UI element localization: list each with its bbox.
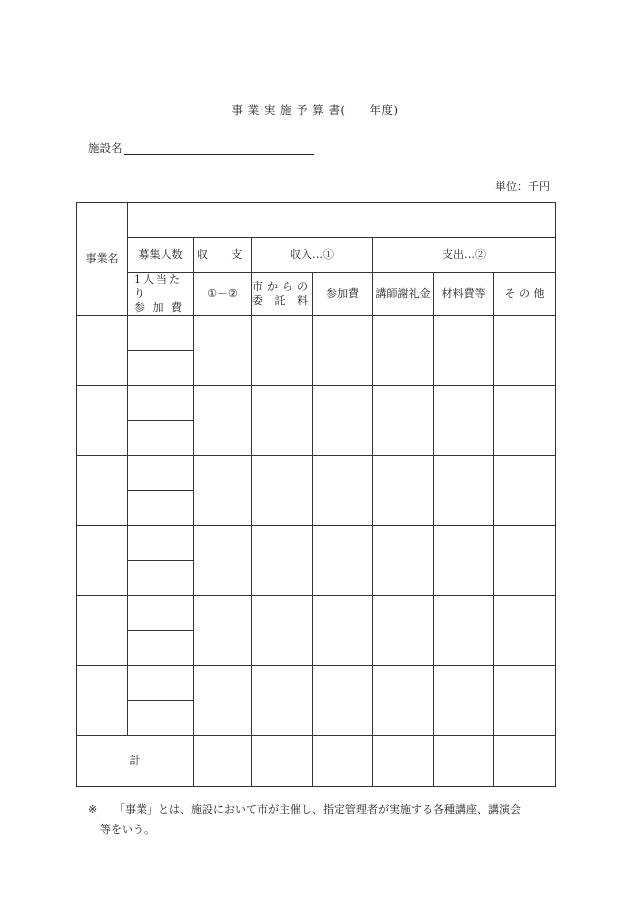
entry-boshu-cell[interactable] [128,666,194,701]
footnote-mark: ※ [88,803,98,816]
header-expense-other: そ の 他 [494,273,556,316]
entry-expense-material-cell[interactable] [434,666,494,736]
footnote [88,800,558,840]
entry-expense-material-cell[interactable] [434,316,494,386]
entry-per-person-cell[interactable] [128,351,194,386]
entry-shushi-cell[interactable] [194,596,252,666]
entry-boshu-cell[interactable] [128,596,194,631]
entry-jigyomei-cell[interactable] [77,526,128,596]
header-income-city [252,273,313,316]
total-shushi-cell[interactable] [194,736,252,787]
entry-per-person-cell[interactable] [128,561,194,596]
header-per-person-fee [128,273,194,316]
entry-income-city-cell[interactable] [252,526,313,596]
header-expense-material: 材料費等 [434,273,494,316]
entry-expense-lecturer-cell[interactable] [373,526,434,596]
entry-boshu-cell[interactable] [128,386,194,421]
entry-row [77,526,556,561]
header-shushi: 収 支 [194,238,252,273]
entry-income-city-cell[interactable] [252,316,313,386]
entry-expense-lecturer-cell[interactable] [373,386,434,456]
total-expense-lecturer-cell[interactable] [373,736,434,787]
header-row-bottom [77,273,556,316]
facility-name-field[interactable] [124,154,314,155]
budget-table [76,202,556,787]
entry-boshu-cell[interactable] [128,456,194,491]
header-income-fee: 参加費 [313,273,373,316]
entry-shushi-cell[interactable] [194,526,252,596]
footnote-line1: 「事業」とは、施設において市が主催し、指定管理者が実施する各種講座、講演会 [114,803,521,816]
entry-boshu-cell[interactable] [128,526,194,561]
footnote-line2: 等をいう。 [100,823,155,836]
entry-expense-other-cell[interactable] [494,666,556,736]
entry-income-city-cell[interactable] [252,456,313,526]
entry-income-fee-cell[interactable] [313,596,373,666]
header-jigyomei: 事業名 [77,203,128,316]
entry-expense-lecturer-cell[interactable] [373,316,434,386]
total-row [77,736,556,787]
income-city-line1: 市からの [252,280,312,293]
total-expense-other-cell[interactable] [494,736,556,787]
entry-expense-material-cell[interactable] [434,596,494,666]
entry-income-fee-cell[interactable] [313,526,373,596]
entry-income-fee-cell[interactable] [313,316,373,386]
entry-shushi-cell[interactable] [194,666,252,736]
entry-expense-material-cell[interactable] [434,386,494,456]
per-person-line1: 1人当たり [134,273,182,300]
total-expense-material-cell[interactable] [434,736,494,787]
header-boshu: 募集人数 [128,238,194,273]
entry-per-person-cell[interactable] [128,421,194,456]
facility-name-label: 施設名 [88,141,123,155]
header-row-middle [77,238,556,273]
entry-row [77,596,556,631]
income-city-line2: 委 託 料 [252,294,312,307]
title-year-suffix: 年度) [369,103,399,117]
header-expense-lecturer: 講師謝礼金 [373,273,434,316]
entry-income-fee-cell[interactable] [313,386,373,456]
entry-jigyomei-cell[interactable] [77,316,128,386]
entry-jigyomei-cell[interactable] [77,386,128,456]
entry-boshu-cell[interactable] [128,316,194,351]
per-person-line2: 参 加 費 [134,301,184,314]
entry-row [77,456,556,491]
entry-shushi-cell[interactable] [194,456,252,526]
header-shushi-formula: ①－② [194,273,252,316]
document-title [0,102,630,118]
total-label: 計 [77,736,194,787]
total-income-fee-cell[interactable] [313,736,373,787]
entry-shushi-cell[interactable] [194,316,252,386]
entry-expense-lecturer-cell[interactable] [373,666,434,736]
entry-per-person-cell[interactable] [128,631,194,666]
entry-income-city-cell[interactable] [252,666,313,736]
entry-expense-other-cell[interactable] [494,386,556,456]
entry-expense-material-cell[interactable] [434,526,494,596]
entry-row [77,316,556,351]
total-income-city-cell[interactable] [252,736,313,787]
entry-income-fee-cell[interactable] [313,456,373,526]
entry-jigyomei-cell[interactable] [77,456,128,526]
header-income: 収入…① [252,238,373,273]
entry-expense-material-cell[interactable] [434,456,494,526]
entry-shushi-cell[interactable] [194,386,252,456]
header-expense: 支出…② [373,238,556,273]
entry-jigyomei-cell[interactable] [77,666,128,736]
entry-expense-lecturer-cell[interactable] [373,596,434,666]
entry-expense-other-cell[interactable] [494,526,556,596]
entry-row [77,666,556,701]
entry-income-fee-cell[interactable] [313,666,373,736]
entry-per-person-cell[interactable] [128,491,194,526]
entry-row [77,386,556,421]
entry-jigyomei-cell[interactable] [77,596,128,666]
entry-per-person-cell[interactable] [128,701,194,736]
header-row-top [77,203,556,238]
entry-income-city-cell[interactable] [252,596,313,666]
header-blank-cell [128,203,556,238]
unit-label: 単位：千円 [495,180,550,193]
title-text: 事 業 実 施 予 算 書( [231,103,346,117]
entry-expense-lecturer-cell[interactable] [373,456,434,526]
entry-expense-other-cell[interactable] [494,316,556,386]
entry-expense-other-cell[interactable] [494,596,556,666]
entry-income-city-cell[interactable] [252,386,313,456]
entry-expense-other-cell[interactable] [494,456,556,526]
